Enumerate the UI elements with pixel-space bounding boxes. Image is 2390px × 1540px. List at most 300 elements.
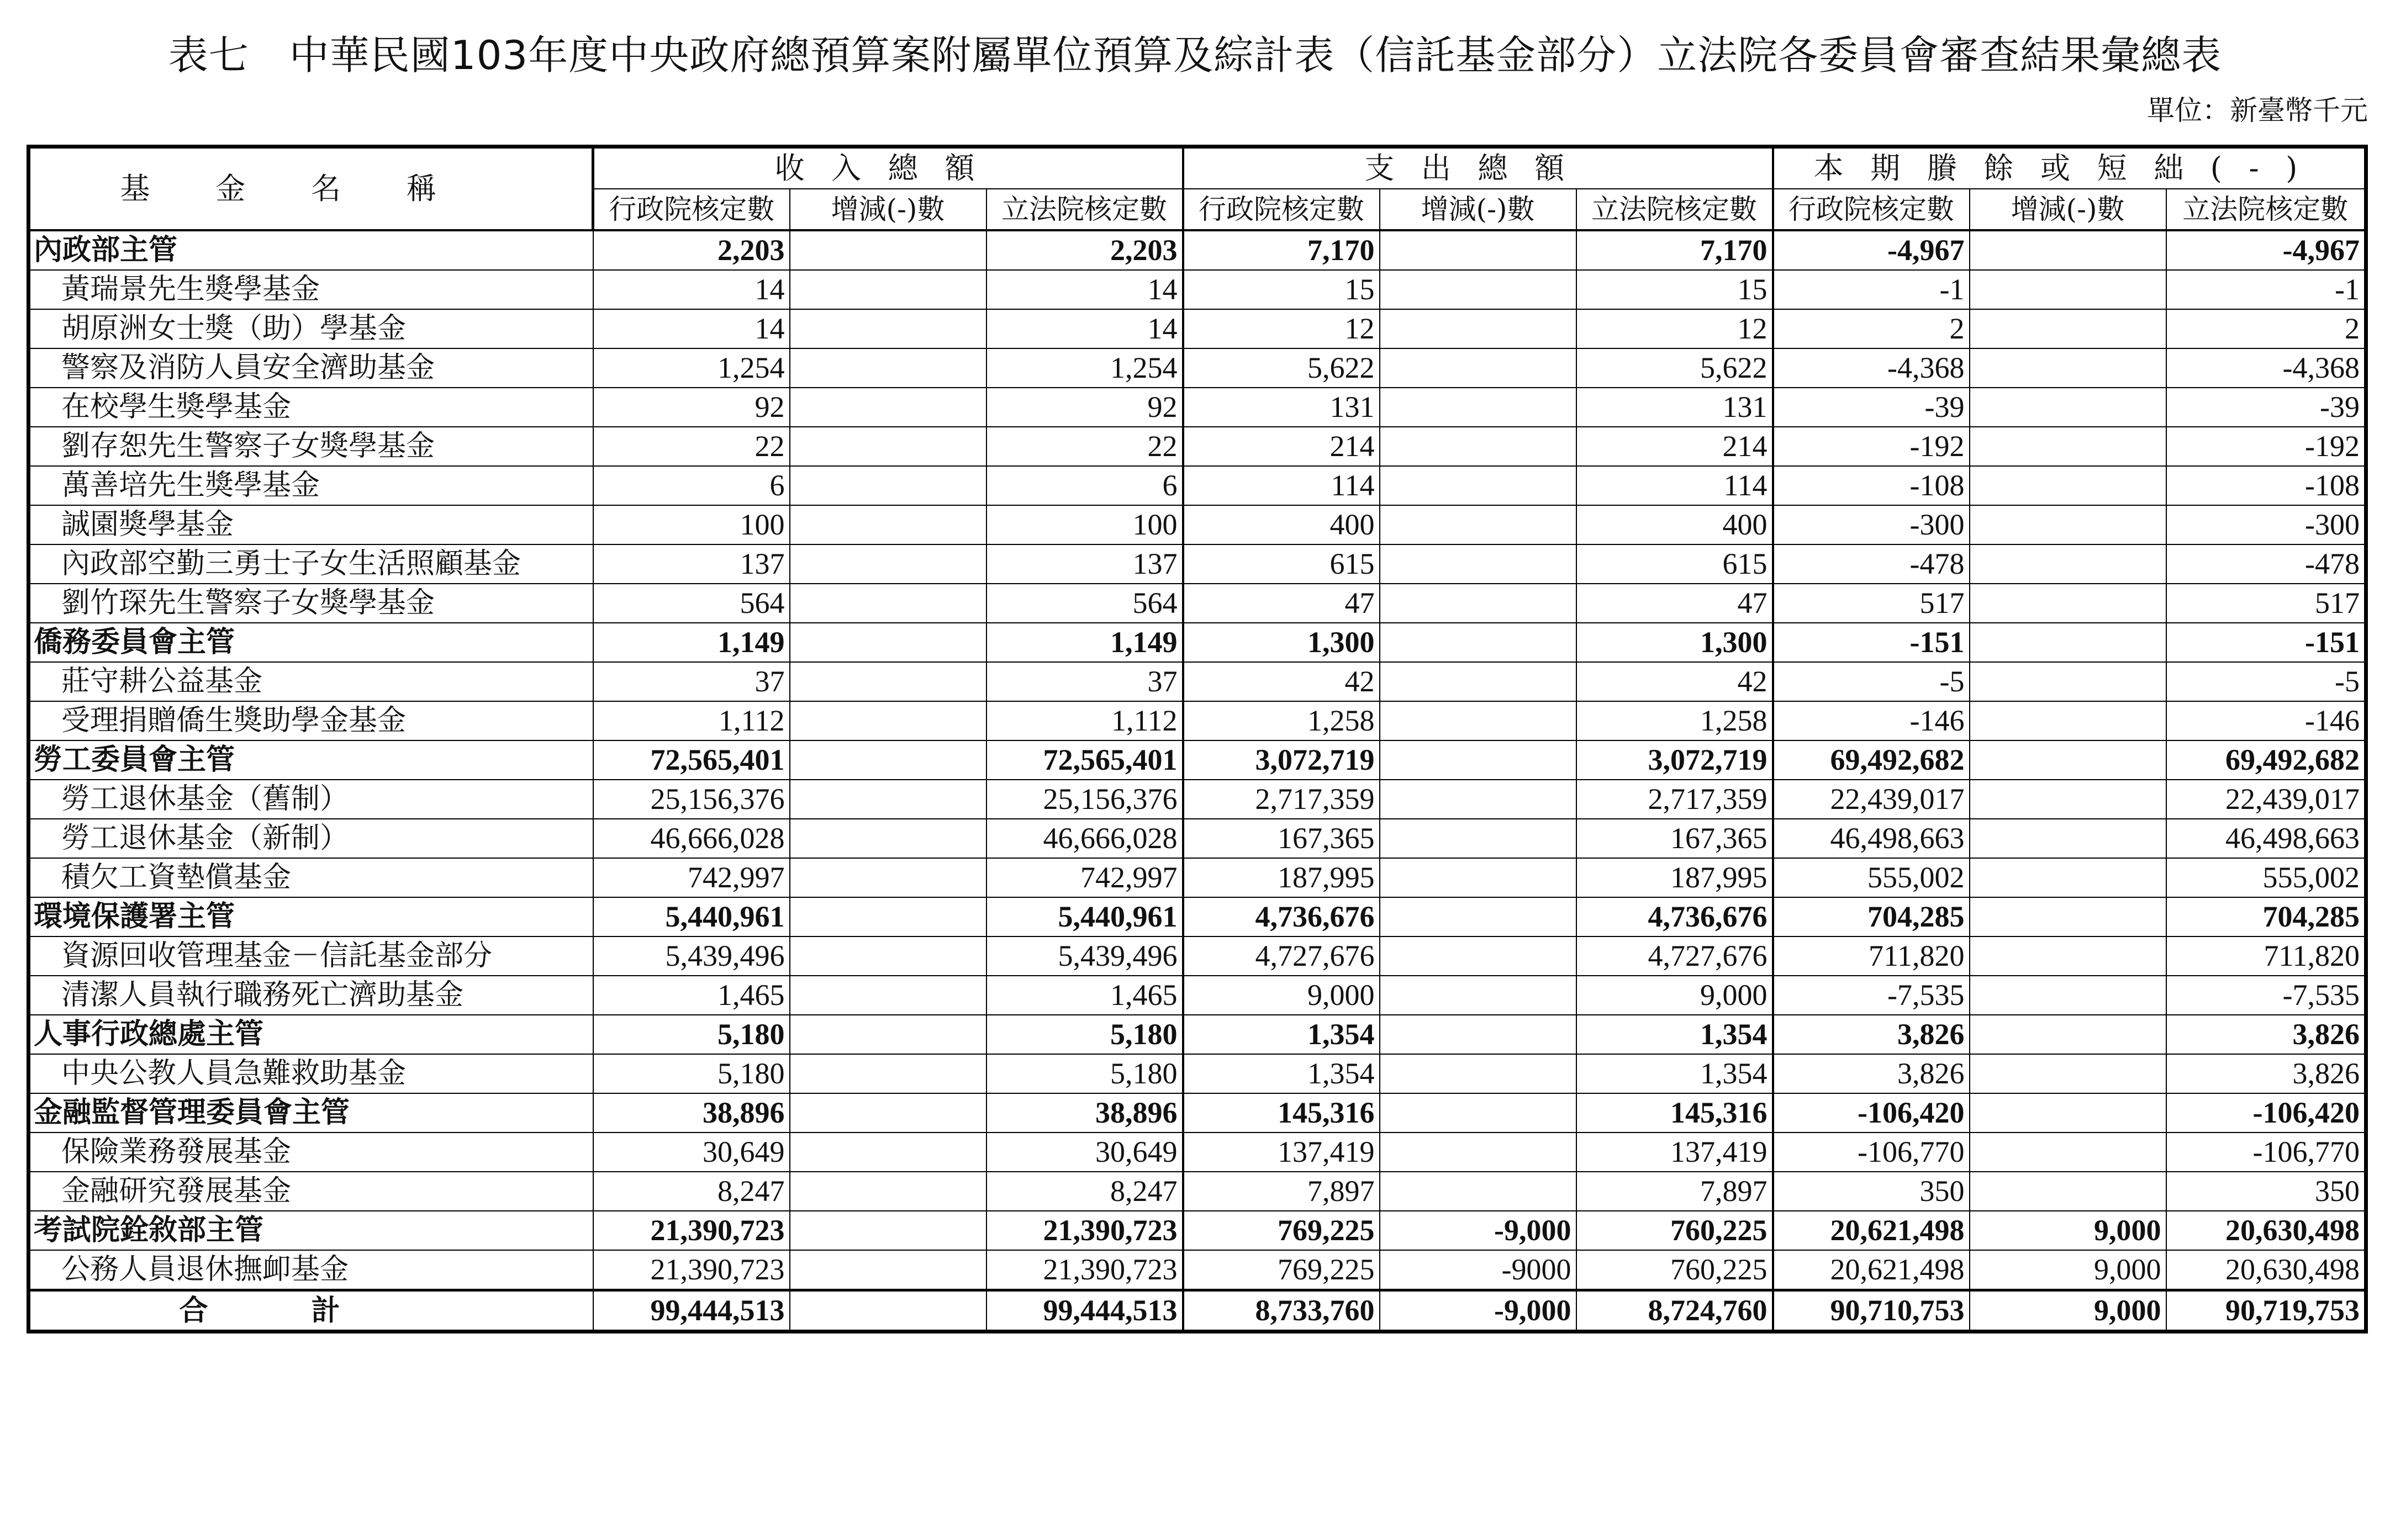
value-cell: 7,170 xyxy=(1183,230,1380,270)
value-cell: 14 xyxy=(593,270,790,309)
value-cell: 704,285 xyxy=(1773,897,1970,936)
value-cell: 760,225 xyxy=(1576,1250,1773,1290)
value-cell xyxy=(1380,701,1576,740)
value-cell: 90,710,753 xyxy=(1773,1290,1970,1332)
value-cell: 7,170 xyxy=(1576,230,1773,270)
value-cell: 5,180 xyxy=(593,1015,790,1054)
value-cell: 21,390,723 xyxy=(593,1211,790,1250)
value-cell: 769,225 xyxy=(1183,1250,1380,1290)
value-cell: -5 xyxy=(1773,662,1970,701)
value-cell xyxy=(790,270,986,309)
value-cell xyxy=(1380,1132,1576,1172)
value-cell xyxy=(1380,1015,1576,1054)
value-cell xyxy=(790,1015,986,1054)
value-cell xyxy=(790,1093,986,1132)
fund-name-cell: 公務人員退休撫卹基金 xyxy=(29,1250,593,1290)
value-cell: 1,254 xyxy=(593,348,790,388)
value-cell: -5 xyxy=(2166,662,2366,701)
value-cell: -108 xyxy=(2166,466,2366,505)
ministry-row xyxy=(29,1015,2366,1054)
revenue-change-header: 增減(-)數 xyxy=(790,189,986,230)
value-cell: 4,727,676 xyxy=(1576,936,1773,976)
value-cell: 69,492,682 xyxy=(2166,740,2366,780)
fund-name-cell: 在校學生獎學基金 xyxy=(29,388,593,427)
value-cell xyxy=(790,544,986,584)
value-cell: 1,112 xyxy=(986,701,1183,740)
value-cell: 12 xyxy=(1576,309,1773,348)
value-cell xyxy=(790,309,986,348)
fund-row xyxy=(29,427,2366,466)
fund-name-cell: 萬善培先生獎學基金 xyxy=(29,466,593,505)
value-cell: 137 xyxy=(986,544,1183,584)
value-cell: 114 xyxy=(1183,466,1380,505)
value-cell: -106,420 xyxy=(2166,1093,2366,1132)
value-cell xyxy=(790,780,986,819)
value-cell: 14 xyxy=(986,270,1183,309)
value-cell: 2 xyxy=(1773,309,1970,348)
value-cell: 350 xyxy=(2166,1172,2366,1211)
ministry-row xyxy=(29,897,2366,936)
value-cell xyxy=(1970,858,2166,897)
fund-name-cell: 勞工委員會主管 xyxy=(29,740,593,780)
value-cell xyxy=(1970,780,2166,819)
value-cell: 21,390,723 xyxy=(593,1250,790,1290)
value-cell: 555,002 xyxy=(1773,858,1970,897)
fund-row xyxy=(29,819,2366,858)
value-cell: -146 xyxy=(2166,701,2366,740)
value-cell: 12 xyxy=(1183,309,1380,348)
fund-row xyxy=(29,1132,2366,1172)
value-cell: -300 xyxy=(2166,505,2366,544)
value-cell: 2,717,359 xyxy=(1576,780,1773,819)
value-cell: 760,225 xyxy=(1576,1211,1773,1250)
value-cell xyxy=(790,897,986,936)
surplus-change-header: 增減(-)數 xyxy=(1970,189,2166,230)
value-cell: 99,444,513 xyxy=(986,1290,1183,1332)
fund-name-cell: 誠園獎學基金 xyxy=(29,505,593,544)
value-cell: -300 xyxy=(1773,505,1970,544)
value-cell: 5,180 xyxy=(986,1015,1183,1054)
value-cell: 15 xyxy=(1576,270,1773,309)
value-cell xyxy=(1970,270,2166,309)
fund-name-cell: 人事行政總處主管 xyxy=(29,1015,593,1054)
value-cell xyxy=(790,1054,986,1093)
value-cell: 350 xyxy=(1773,1172,1970,1211)
value-cell: -478 xyxy=(1773,544,1970,584)
value-cell: 38,896 xyxy=(593,1093,790,1132)
fund-name-cell: 莊守耕公益基金 xyxy=(29,662,593,701)
fund-name-cell: 合計 xyxy=(29,1290,593,1332)
value-cell: 517 xyxy=(2166,584,2366,623)
value-cell: 742,997 xyxy=(593,858,790,897)
fund-row xyxy=(29,701,2366,740)
value-cell: 167,365 xyxy=(1183,819,1380,858)
fund-name-cell: 考試院銓敘部主管 xyxy=(29,1211,593,1250)
value-cell: -151 xyxy=(2166,623,2366,662)
value-cell xyxy=(1380,230,1576,270)
value-cell xyxy=(1380,780,1576,819)
value-cell: 20,630,498 xyxy=(2166,1211,2366,1250)
value-cell: 90,719,753 xyxy=(2166,1290,2366,1332)
value-cell: 38,896 xyxy=(986,1093,1183,1132)
value-cell: 5,622 xyxy=(1576,348,1773,388)
value-cell: 114 xyxy=(1576,466,1773,505)
value-cell: 4,727,676 xyxy=(1183,936,1380,976)
value-cell: 1,149 xyxy=(593,623,790,662)
value-cell: -106,420 xyxy=(1773,1093,1970,1132)
value-cell: 2,717,359 xyxy=(1183,780,1380,819)
value-cell: -7,535 xyxy=(2166,976,2366,1015)
value-cell xyxy=(790,1211,986,1250)
value-cell: 1,112 xyxy=(593,701,790,740)
value-cell xyxy=(790,584,986,623)
fund-row xyxy=(29,780,2366,819)
value-cell xyxy=(1380,388,1576,427)
value-cell xyxy=(1380,858,1576,897)
value-cell: 145,316 xyxy=(1576,1093,1773,1132)
value-cell: 9,000 xyxy=(1576,976,1773,1015)
value-cell xyxy=(1970,230,2166,270)
value-cell: 46,666,028 xyxy=(986,819,1183,858)
value-cell xyxy=(790,701,986,740)
value-cell: 5,439,496 xyxy=(593,936,790,976)
value-cell: 517 xyxy=(1773,584,1970,623)
fund-name-cell: 內政部主管 xyxy=(29,230,593,270)
value-cell: -146 xyxy=(1773,701,1970,740)
revenue-executive-header: 行政院核定數 xyxy=(593,189,790,230)
value-cell xyxy=(1970,662,2166,701)
value-cell: 30,649 xyxy=(986,1132,1183,1172)
fund-name-cell: 胡原洲女士獎（助）學基金 xyxy=(29,309,593,348)
value-cell xyxy=(790,1250,986,1290)
value-cell: 1,300 xyxy=(1183,623,1380,662)
value-cell: 20,621,498 xyxy=(1773,1250,1970,1290)
fund-name-cell: 黃瑞景先生獎學基金 xyxy=(29,270,593,309)
fund-name-cell: 積欠工資墊償基金 xyxy=(29,858,593,897)
value-cell: 100 xyxy=(986,505,1183,544)
value-cell: -39 xyxy=(1773,388,1970,427)
value-cell: 21,390,723 xyxy=(986,1250,1183,1290)
value-cell: -192 xyxy=(2166,427,2366,466)
fund-name-cell: 清潔人員執行職務死亡濟助基金 xyxy=(29,976,593,1015)
value-cell xyxy=(790,388,986,427)
document-title: 表七 中華民國103年度中央政府總預算案附屬單位預算及綜計表（信託基金部分）立法院各委員會審查結果彙總表 xyxy=(168,32,2222,78)
fund-name-cell: 僑務委員會主管 xyxy=(29,623,593,662)
value-cell: -9,000 xyxy=(1380,1211,1576,1250)
value-cell xyxy=(1380,740,1576,780)
value-cell: 3,826 xyxy=(1773,1054,1970,1093)
value-cell xyxy=(1380,348,1576,388)
fund-row xyxy=(29,1172,2366,1211)
expenditure-executive-header: 行政院核定數 xyxy=(1183,189,1380,230)
value-cell xyxy=(790,976,986,1015)
fund-row xyxy=(29,976,2366,1015)
value-cell xyxy=(790,230,986,270)
value-cell: 1,465 xyxy=(593,976,790,1015)
value-cell xyxy=(790,466,986,505)
value-cell: 9,000 xyxy=(1183,976,1380,1015)
value-cell xyxy=(1970,309,2166,348)
value-cell xyxy=(1380,270,1576,309)
value-cell: 7,897 xyxy=(1183,1172,1380,1211)
value-cell: 214 xyxy=(1576,427,1773,466)
value-cell xyxy=(1970,505,2166,544)
value-cell: 1,254 xyxy=(986,348,1183,388)
value-cell: 711,820 xyxy=(2166,936,2366,976)
value-cell: -1 xyxy=(1773,270,1970,309)
value-cell: -106,770 xyxy=(1773,1132,1970,1172)
value-cell: 4,736,676 xyxy=(1576,897,1773,936)
value-cell: 72,565,401 xyxy=(593,740,790,780)
value-cell xyxy=(1970,740,2166,780)
value-cell xyxy=(1970,897,2166,936)
value-cell xyxy=(1970,388,2166,427)
value-cell: 15 xyxy=(1183,270,1380,309)
value-cell: 615 xyxy=(1576,544,1773,584)
fund-name-cell: 劉竹琛先生警察子女獎學基金 xyxy=(29,584,593,623)
value-cell: 145,316 xyxy=(1183,1093,1380,1132)
total-row xyxy=(29,1290,2366,1332)
value-cell: 769,225 xyxy=(1183,1211,1380,1250)
value-cell: 8,247 xyxy=(986,1172,1183,1211)
value-cell: 564 xyxy=(593,584,790,623)
value-cell: 5,622 xyxy=(1183,348,1380,388)
fund-name-header: 基金名稱 xyxy=(29,147,593,231)
value-cell xyxy=(1970,348,2166,388)
value-cell: 1,149 xyxy=(986,623,1183,662)
surplus-legislative-header: 立法院核定數 xyxy=(2166,189,2366,230)
value-cell xyxy=(790,819,986,858)
value-cell xyxy=(790,623,986,662)
value-cell: -9000 xyxy=(1380,1250,1576,1290)
value-cell xyxy=(1970,466,2166,505)
value-cell: 22,439,017 xyxy=(2166,780,2366,819)
value-cell: 564 xyxy=(986,584,1183,623)
value-cell xyxy=(1380,897,1576,936)
value-cell: 92 xyxy=(593,388,790,427)
value-cell: 14 xyxy=(593,309,790,348)
value-cell xyxy=(790,1172,986,1211)
fund-name-cell: 金融研究發展基金 xyxy=(29,1172,593,1211)
expenditure-total-header: 支出總額 xyxy=(1183,147,1773,189)
value-cell xyxy=(1970,427,2166,466)
value-cell: -4,967 xyxy=(2166,230,2366,270)
value-cell: 1,258 xyxy=(1183,701,1380,740)
value-cell: 711,820 xyxy=(1773,936,1970,976)
surplus-executive-header: 行政院核定數 xyxy=(1773,189,1970,230)
fund-name-cell: 環境保護署主管 xyxy=(29,897,593,936)
value-cell: 7,897 xyxy=(1576,1172,1773,1211)
fund-row xyxy=(29,466,2366,505)
value-cell: 214 xyxy=(1183,427,1380,466)
fund-row xyxy=(29,662,2366,701)
table-body xyxy=(29,230,2366,1332)
value-cell: 131 xyxy=(1576,388,1773,427)
value-cell xyxy=(1380,584,1576,623)
value-cell: 4,736,676 xyxy=(1183,897,1380,936)
value-cell: 37 xyxy=(593,662,790,701)
fund-name-cell: 金融監督管理委員會主管 xyxy=(29,1093,593,1132)
value-cell xyxy=(790,936,986,976)
value-cell: 42 xyxy=(1183,662,1380,701)
fund-row xyxy=(29,858,2366,897)
value-cell: 2,203 xyxy=(593,230,790,270)
value-cell xyxy=(1380,976,1576,1015)
surplus-deficit-header: 本期賸餘或短絀(-) xyxy=(1773,147,2366,189)
value-cell xyxy=(1970,819,2166,858)
value-cell: 20,621,498 xyxy=(1773,1211,1970,1250)
value-cell xyxy=(1380,1054,1576,1093)
fund-row xyxy=(29,309,2366,348)
value-cell: 37 xyxy=(986,662,1183,701)
fund-name-cell: 勞工退休基金（舊制） xyxy=(29,780,593,819)
value-cell xyxy=(790,427,986,466)
fund-row xyxy=(29,1250,2366,1290)
value-cell: -106,770 xyxy=(2166,1132,2366,1172)
fund-name-cell: 保險業務發展基金 xyxy=(29,1132,593,1172)
value-cell xyxy=(1380,623,1576,662)
value-cell: -4,368 xyxy=(2166,348,2366,388)
value-cell: 100 xyxy=(593,505,790,544)
fund-name-cell: 中央公教人員急難救助基金 xyxy=(29,1054,593,1093)
value-cell: 742,997 xyxy=(986,858,1183,897)
ministry-row xyxy=(29,623,2366,662)
value-cell: 21,390,723 xyxy=(986,1211,1183,1250)
value-cell xyxy=(1970,623,2166,662)
value-cell xyxy=(790,348,986,388)
value-cell xyxy=(1380,544,1576,584)
value-cell xyxy=(1970,1132,2166,1172)
value-cell: -108 xyxy=(1773,466,1970,505)
value-cell: 131 xyxy=(1183,388,1380,427)
value-cell: 5,440,961 xyxy=(593,897,790,936)
fund-row xyxy=(29,270,2366,309)
value-cell: 3,072,719 xyxy=(1183,740,1380,780)
value-cell: 9,000 xyxy=(1970,1290,2166,1332)
value-cell: -478 xyxy=(2166,544,2366,584)
value-cell xyxy=(1970,936,2166,976)
value-cell xyxy=(1970,544,2166,584)
value-cell: 3,826 xyxy=(2166,1054,2366,1093)
value-cell xyxy=(1380,427,1576,466)
value-cell: 46,666,028 xyxy=(593,819,790,858)
value-cell: 46,498,663 xyxy=(1773,819,1970,858)
fund-name-cell: 劉存恕先生警察子女獎學基金 xyxy=(29,427,593,466)
header-row-groups xyxy=(29,147,2366,189)
value-cell: -9,000 xyxy=(1380,1290,1576,1332)
value-cell xyxy=(1380,936,1576,976)
expenditure-legislative-header: 立法院核定數 xyxy=(1576,189,1773,230)
value-cell xyxy=(1380,505,1576,544)
fund-name-cell: 勞工退休基金（新制） xyxy=(29,819,593,858)
value-cell: 167,365 xyxy=(1576,819,1773,858)
value-cell xyxy=(1380,466,1576,505)
value-cell: 187,995 xyxy=(1576,858,1773,897)
value-cell: 187,995 xyxy=(1183,858,1380,897)
value-cell: -4,368 xyxy=(1773,348,1970,388)
value-cell: 137 xyxy=(593,544,790,584)
value-cell xyxy=(1970,1015,2166,1054)
value-cell xyxy=(1970,584,2166,623)
ministry-row xyxy=(29,230,2366,270)
value-cell: -1 xyxy=(2166,270,2366,309)
value-cell: 9,000 xyxy=(1970,1250,2166,1290)
fund-row xyxy=(29,936,2366,976)
fund-row xyxy=(29,388,2366,427)
value-cell: -7,535 xyxy=(1773,976,1970,1015)
value-cell xyxy=(1380,819,1576,858)
value-cell: 46,498,663 xyxy=(2166,819,2366,858)
value-cell xyxy=(790,505,986,544)
fund-row xyxy=(29,544,2366,584)
value-cell: 615 xyxy=(1183,544,1380,584)
revenue-total-header: 收入總額 xyxy=(593,147,1183,189)
value-cell: 704,285 xyxy=(2166,897,2366,936)
value-cell: 30,649 xyxy=(593,1132,790,1172)
value-cell: 5,440,961 xyxy=(986,897,1183,936)
value-cell: -4,967 xyxy=(1773,230,1970,270)
fund-row xyxy=(29,1054,2366,1093)
value-cell: 72,565,401 xyxy=(986,740,1183,780)
value-cell: 2 xyxy=(2166,309,2366,348)
value-cell: 400 xyxy=(1183,505,1380,544)
value-cell: 3,826 xyxy=(1773,1015,1970,1054)
value-cell: 6 xyxy=(986,466,1183,505)
value-cell xyxy=(1970,1172,2166,1211)
value-cell xyxy=(1380,309,1576,348)
value-cell: 555,002 xyxy=(2166,858,2366,897)
value-cell: 42 xyxy=(1576,662,1773,701)
value-cell: 47 xyxy=(1576,584,1773,623)
value-cell xyxy=(790,740,986,780)
value-cell: 400 xyxy=(1576,505,1773,544)
value-cell: 137,419 xyxy=(1576,1132,1773,1172)
value-cell xyxy=(790,662,986,701)
value-cell: 1,354 xyxy=(1183,1054,1380,1093)
value-cell: 8,724,760 xyxy=(1576,1290,1773,1332)
ministry-row xyxy=(29,1211,2366,1250)
expenditure-change-header: 增減(-)數 xyxy=(1380,189,1576,230)
fund-name-cell: 受理捐贈僑生獎助學金基金 xyxy=(29,701,593,740)
value-cell: 8,733,760 xyxy=(1183,1290,1380,1332)
value-cell: 14 xyxy=(986,309,1183,348)
value-cell: -192 xyxy=(1773,427,1970,466)
value-cell xyxy=(790,858,986,897)
value-cell: 5,180 xyxy=(593,1054,790,1093)
value-cell: 69,492,682 xyxy=(1773,740,1970,780)
value-cell xyxy=(790,1290,986,1332)
value-cell xyxy=(790,1132,986,1172)
value-cell: -151 xyxy=(1773,623,1970,662)
ministry-row xyxy=(29,1093,2366,1132)
value-cell: 22,439,017 xyxy=(1773,780,1970,819)
value-cell: 6 xyxy=(593,466,790,505)
value-cell: 20,630,498 xyxy=(2166,1250,2366,1290)
value-cell: 47 xyxy=(1183,584,1380,623)
value-cell: 2,203 xyxy=(986,230,1183,270)
value-cell: -39 xyxy=(2166,388,2366,427)
value-cell xyxy=(1970,976,2166,1015)
fund-name-cell: 警察及消防人員安全濟助基金 xyxy=(29,348,593,388)
value-cell xyxy=(1380,1172,1576,1211)
value-cell: 22 xyxy=(986,427,1183,466)
value-cell: 3,826 xyxy=(2166,1015,2366,1054)
unit-note: 單位：新臺幣千元 xyxy=(2147,94,2368,126)
fund-name-cell: 資源回收管理基金－信託基金部分 xyxy=(29,936,593,976)
value-cell xyxy=(1970,1093,2166,1132)
value-cell: 5,439,496 xyxy=(986,936,1183,976)
value-cell xyxy=(1970,701,2166,740)
